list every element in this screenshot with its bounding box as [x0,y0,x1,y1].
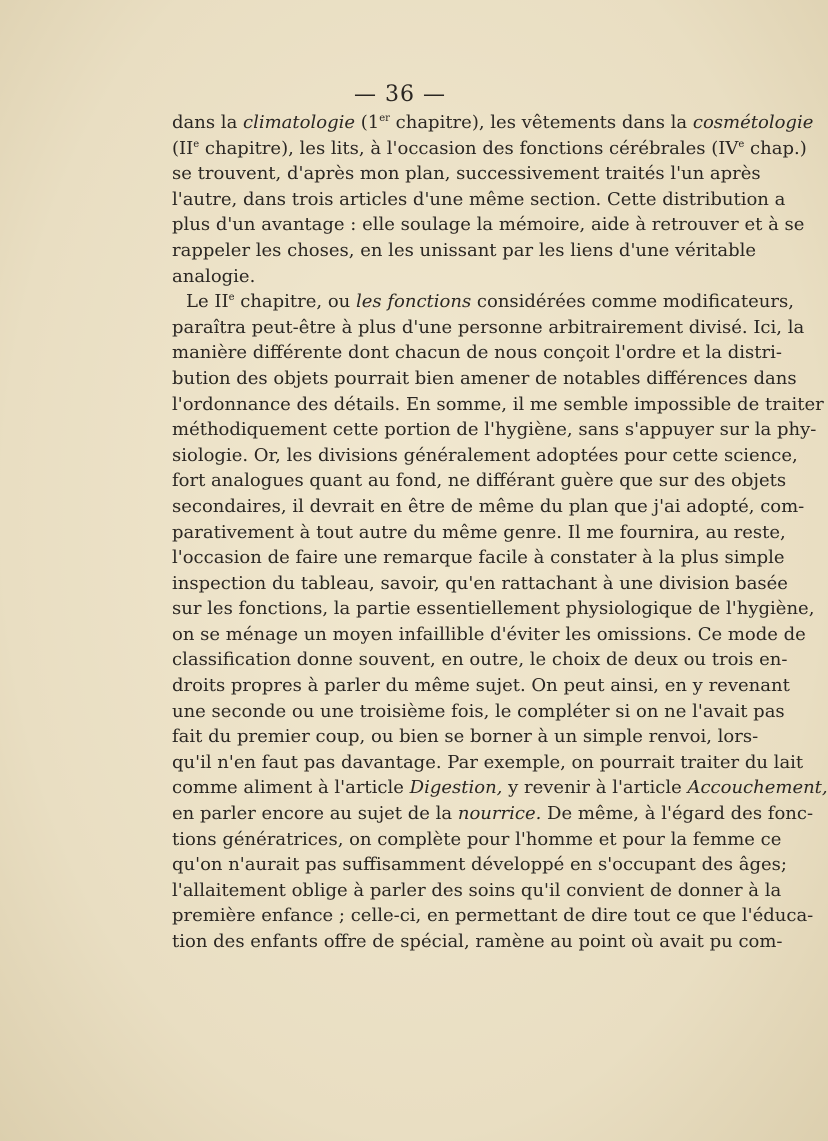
text-line [172,750,804,776]
text-line [172,161,761,187]
text-segment: 1 [367,112,380,133]
superscript: er [379,113,390,124]
text-segment: y revenir à l'article [502,777,688,799]
text-line [172,264,738,290]
text-segment: qu'on n'aurait pas suffisamment développé en s'occupant des âges; [172,854,787,876]
text-line [172,903,814,929]
text-line [172,596,815,622]
text-segment: secondaires, il devrait en être de même du plan que j'ai adopté, com- [172,495,805,517]
italic-text: nourrice. [457,803,542,825]
text-segment: dans la [172,112,244,133]
text-segment: l'allaitement oblige à parler des soins qu'il convient de donner à la [172,879,782,901]
text-segment: fait du premier coup, ou bien se borner à un simple renvoi, lors- [172,726,759,748]
text-segment: l'autre, dans trois articles d'une même section. Cette distribution a [172,188,786,210]
text-line [172,929,783,955]
text-segment: tions génératrices, on complète pour l'homme et pour la femme ce [172,828,782,850]
text-line [172,315,805,341]
text-line [172,494,805,520]
text-line [172,443,798,469]
text-segment: l'ordonnance des détails. En somme, il me semble impossible de traiter [172,393,824,415]
text-line [172,852,787,878]
text-segment: Le II [186,291,229,313]
text-segment: De même, à l'égard des fonc- [541,803,814,825]
text-line [172,289,794,315]
text-segment: première enfance ; celle-ci, en permettant de dire tout ce que l'éduca- [172,905,814,927]
text-line [172,673,790,699]
text-segment: ( [355,112,368,133]
text-line [172,724,759,750]
text-line [172,571,788,597]
text-line [172,622,806,648]
text-segment: inspection du tableau, savoir, qu'en rattachant à une division basée [172,572,788,594]
text-segment: on se ménage un moyen infaillible d'éviter les omissions. Ce mode de [172,623,806,645]
text-segment: se trouvent, d'après mon plan, successivement traités l'un après [172,163,761,185]
text-line [172,520,786,546]
text-line [172,392,824,418]
text-segment: plus d'un avantage : elle soulage la mémoire, aide à retrouver et à se [172,214,805,236]
text-segment: manière différente dont chacun de nous conçoit l'ordre et la distri- [172,342,782,364]
text-segment: chap.) [744,137,807,159]
text-line [172,417,817,443]
text-segment: chapitre), les lits, à l'occasion des fonctions cérébrales (IV [199,137,739,159]
text-line [172,878,782,904]
text-line [172,801,814,827]
superscript: e [193,138,200,150]
text-line [172,340,782,366]
body-text [172,110,828,955]
text-segment: tion des enfants offre de spécial, ramène au point où avait pu com- [172,931,783,952]
text-segment: droits propres à parler du même sujet. On peut ainsi, en y revenant [172,675,790,697]
italic-text: Accouchement, [687,777,828,799]
superscript: e [738,138,745,150]
text-segment: bution des objets pourrait bien amener de notables différences dans [172,367,797,389]
text-line [172,238,757,264]
italic-text: climatologie [243,112,356,133]
page-number: — 36 — [354,82,446,107]
text-segment: fort analogues quant au fond, ne différant guère que sur des objets [172,470,787,492]
text-line [172,366,797,392]
text-line [172,136,807,162]
text-segment: chapitre, ou [234,291,356,313]
italic-text: cosmétologie [692,112,814,133]
text-segment: siologie. Or, les divisions généralement adoptées pour cette science, [172,444,798,466]
text-segment: méthodiquement cette portion de l'hygiène, sans s'appuyer sur la phy- [172,419,817,441]
text-segment: en parler encore au sujet de la [172,803,458,825]
italic-text: Digestion, [409,777,503,799]
text-segment: classification donne souvent, en outre, le choix de deux ou trois en- [172,649,788,671]
text-line [172,699,785,725]
italic-text: les fonctions [355,291,472,313]
text-segment: qu'il n'en faut pas davantage. Par exemple, on pourrait traiter du lait [172,751,804,773]
text-line [172,775,828,801]
text-segment: considérées comme modificateurs, [471,291,794,313]
text-line [172,187,786,213]
text-segment: rappeler les choses, en les unissant par les liens d'une véritable [172,239,757,261]
text-segment: une seconde ou une troisième fois, le compléter si on ne l'avait pas [172,700,785,722]
text-line [172,827,782,853]
text-line [172,647,788,673]
text-line [172,110,814,136]
text-line [172,468,787,494]
text-segment: chapitre), les vêtements dans la [389,112,693,133]
superscript: e [228,292,235,304]
text-line [172,545,785,571]
text-segment: (II [172,137,194,159]
text-segment: l'occasion de faire une remarque facile à constater à la plus simple [172,547,785,569]
text-segment: paraîtra peut-être à plus d'une personne arbitrairement divisé. Ici, la [172,316,805,338]
text-segment: analogie. [172,265,256,287]
text-segment: comme aliment à l'article [172,777,410,799]
text-line [172,212,805,238]
text-segment: sur les fonctions, la partie essentiellement physiologique de l'hygiène, [172,598,815,620]
text-segment: parativement à tout autre du même genre. Il me fournira, au reste, [172,521,786,543]
